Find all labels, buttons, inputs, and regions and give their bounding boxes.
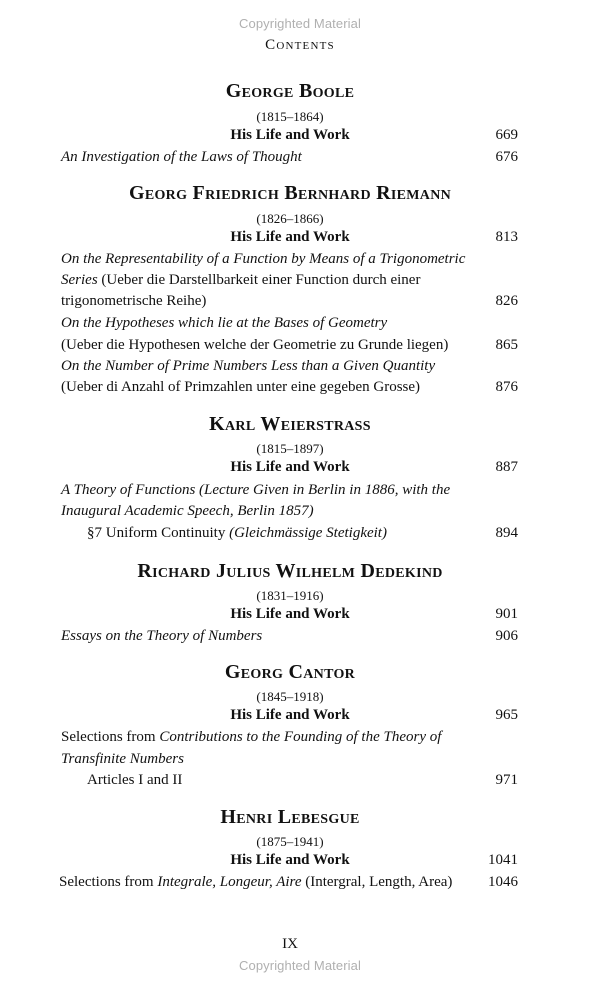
watermark-bottom: Copyrighted Material <box>239 958 361 973</box>
toc-entry: Essays on the Theory of Numbers <box>61 628 263 644</box>
page-header: Contents <box>265 37 335 53</box>
author-name: Richard Julius Wilhelm Dedekind <box>137 560 443 582</box>
toc-entry: An Investigation of the Laws of Thought <box>61 149 302 165</box>
page-number: 965 <box>495 707 518 723</box>
page-number: 813 <box>495 229 518 245</box>
life-and-work-label: His Life and Work <box>230 459 350 475</box>
toc-entry: On the Number of Prime Numbers Less than a Given Quantity <box>61 358 436 374</box>
page-number: 876 <box>495 379 518 395</box>
toc-entry: Series (Ueber die Darstellbarkeit einer Function durch einer <box>61 272 421 288</box>
author-dates: (1815–1864) <box>256 109 324 124</box>
toc-entry: (Ueber die Hypothesen welche der Geometrie zu Grunde liegen) <box>61 337 449 353</box>
author-name: Georg Cantor <box>224 661 356 683</box>
author-dates: (1845–1918) <box>256 689 324 704</box>
page-number: 826 <box>495 293 518 309</box>
page-number: 1041 <box>488 852 518 868</box>
toc-entry: Selections from Integrale, Longeur, Aire (Intergral, Length, Area) <box>59 874 453 890</box>
author-name: Karl Weierstrass <box>209 413 371 435</box>
toc-entry: (Ueber di Anzahl of Primzahlen unter eine gegeben Grosse) <box>61 379 421 395</box>
toc-entry: Inaugural Academic Speech, Berlin 1857) <box>61 503 314 519</box>
toc-entry: On the Hypotheses which lie at the Bases of Geometry <box>61 315 388 331</box>
author-name: Henri Lebesgue <box>220 806 360 828</box>
author-name: George Boole <box>225 80 355 102</box>
toc-entry: On the Representability of a Function by Means of a Trigonometric <box>61 251 466 267</box>
author-name: Georg Friedrich Bernhard Riemann <box>128 182 452 204</box>
life-and-work-label: His Life and Work <box>230 606 350 622</box>
toc-entry: Transfinite Numbers <box>61 751 184 767</box>
page-number: 1046 <box>488 874 518 890</box>
author-dates: (1831–1916) <box>256 588 324 603</box>
page-number: 676 <box>495 149 518 165</box>
page-number: 901 <box>495 606 518 622</box>
page-number: 887 <box>495 459 518 475</box>
life-and-work-label: His Life and Work <box>230 707 350 723</box>
author-dates: (1826–1866) <box>256 211 324 226</box>
author-dates: (1875–1941) <box>256 834 324 849</box>
life-and-work-label: His Life and Work <box>230 852 350 868</box>
life-and-work-label: His Life and Work <box>230 229 350 245</box>
toc-entry: §7 Uniform Continuity (Gleichmässige Stetigkeit) <box>87 525 387 541</box>
toc-entry: A Theory of Functions (Lecture Given in Berlin in 1886, with the <box>61 482 451 498</box>
page-number: 906 <box>495 628 518 644</box>
watermark-top: Copyrighted Material <box>239 16 361 31</box>
toc-entry: Articles I and II <box>87 772 183 788</box>
toc-entry: trigonometrische Reihe) <box>61 293 207 309</box>
page-number: 971 <box>495 772 518 788</box>
page-footer-number: IX <box>282 936 298 952</box>
page-number: 865 <box>495 337 518 353</box>
page-number: 669 <box>495 127 518 143</box>
toc-entry: Selections from Contributions to the Founding of the Theory of <box>61 729 442 745</box>
author-dates: (1815–1897) <box>256 441 324 456</box>
life-and-work-label: His Life and Work <box>230 127 350 143</box>
page-number: 894 <box>495 525 518 541</box>
